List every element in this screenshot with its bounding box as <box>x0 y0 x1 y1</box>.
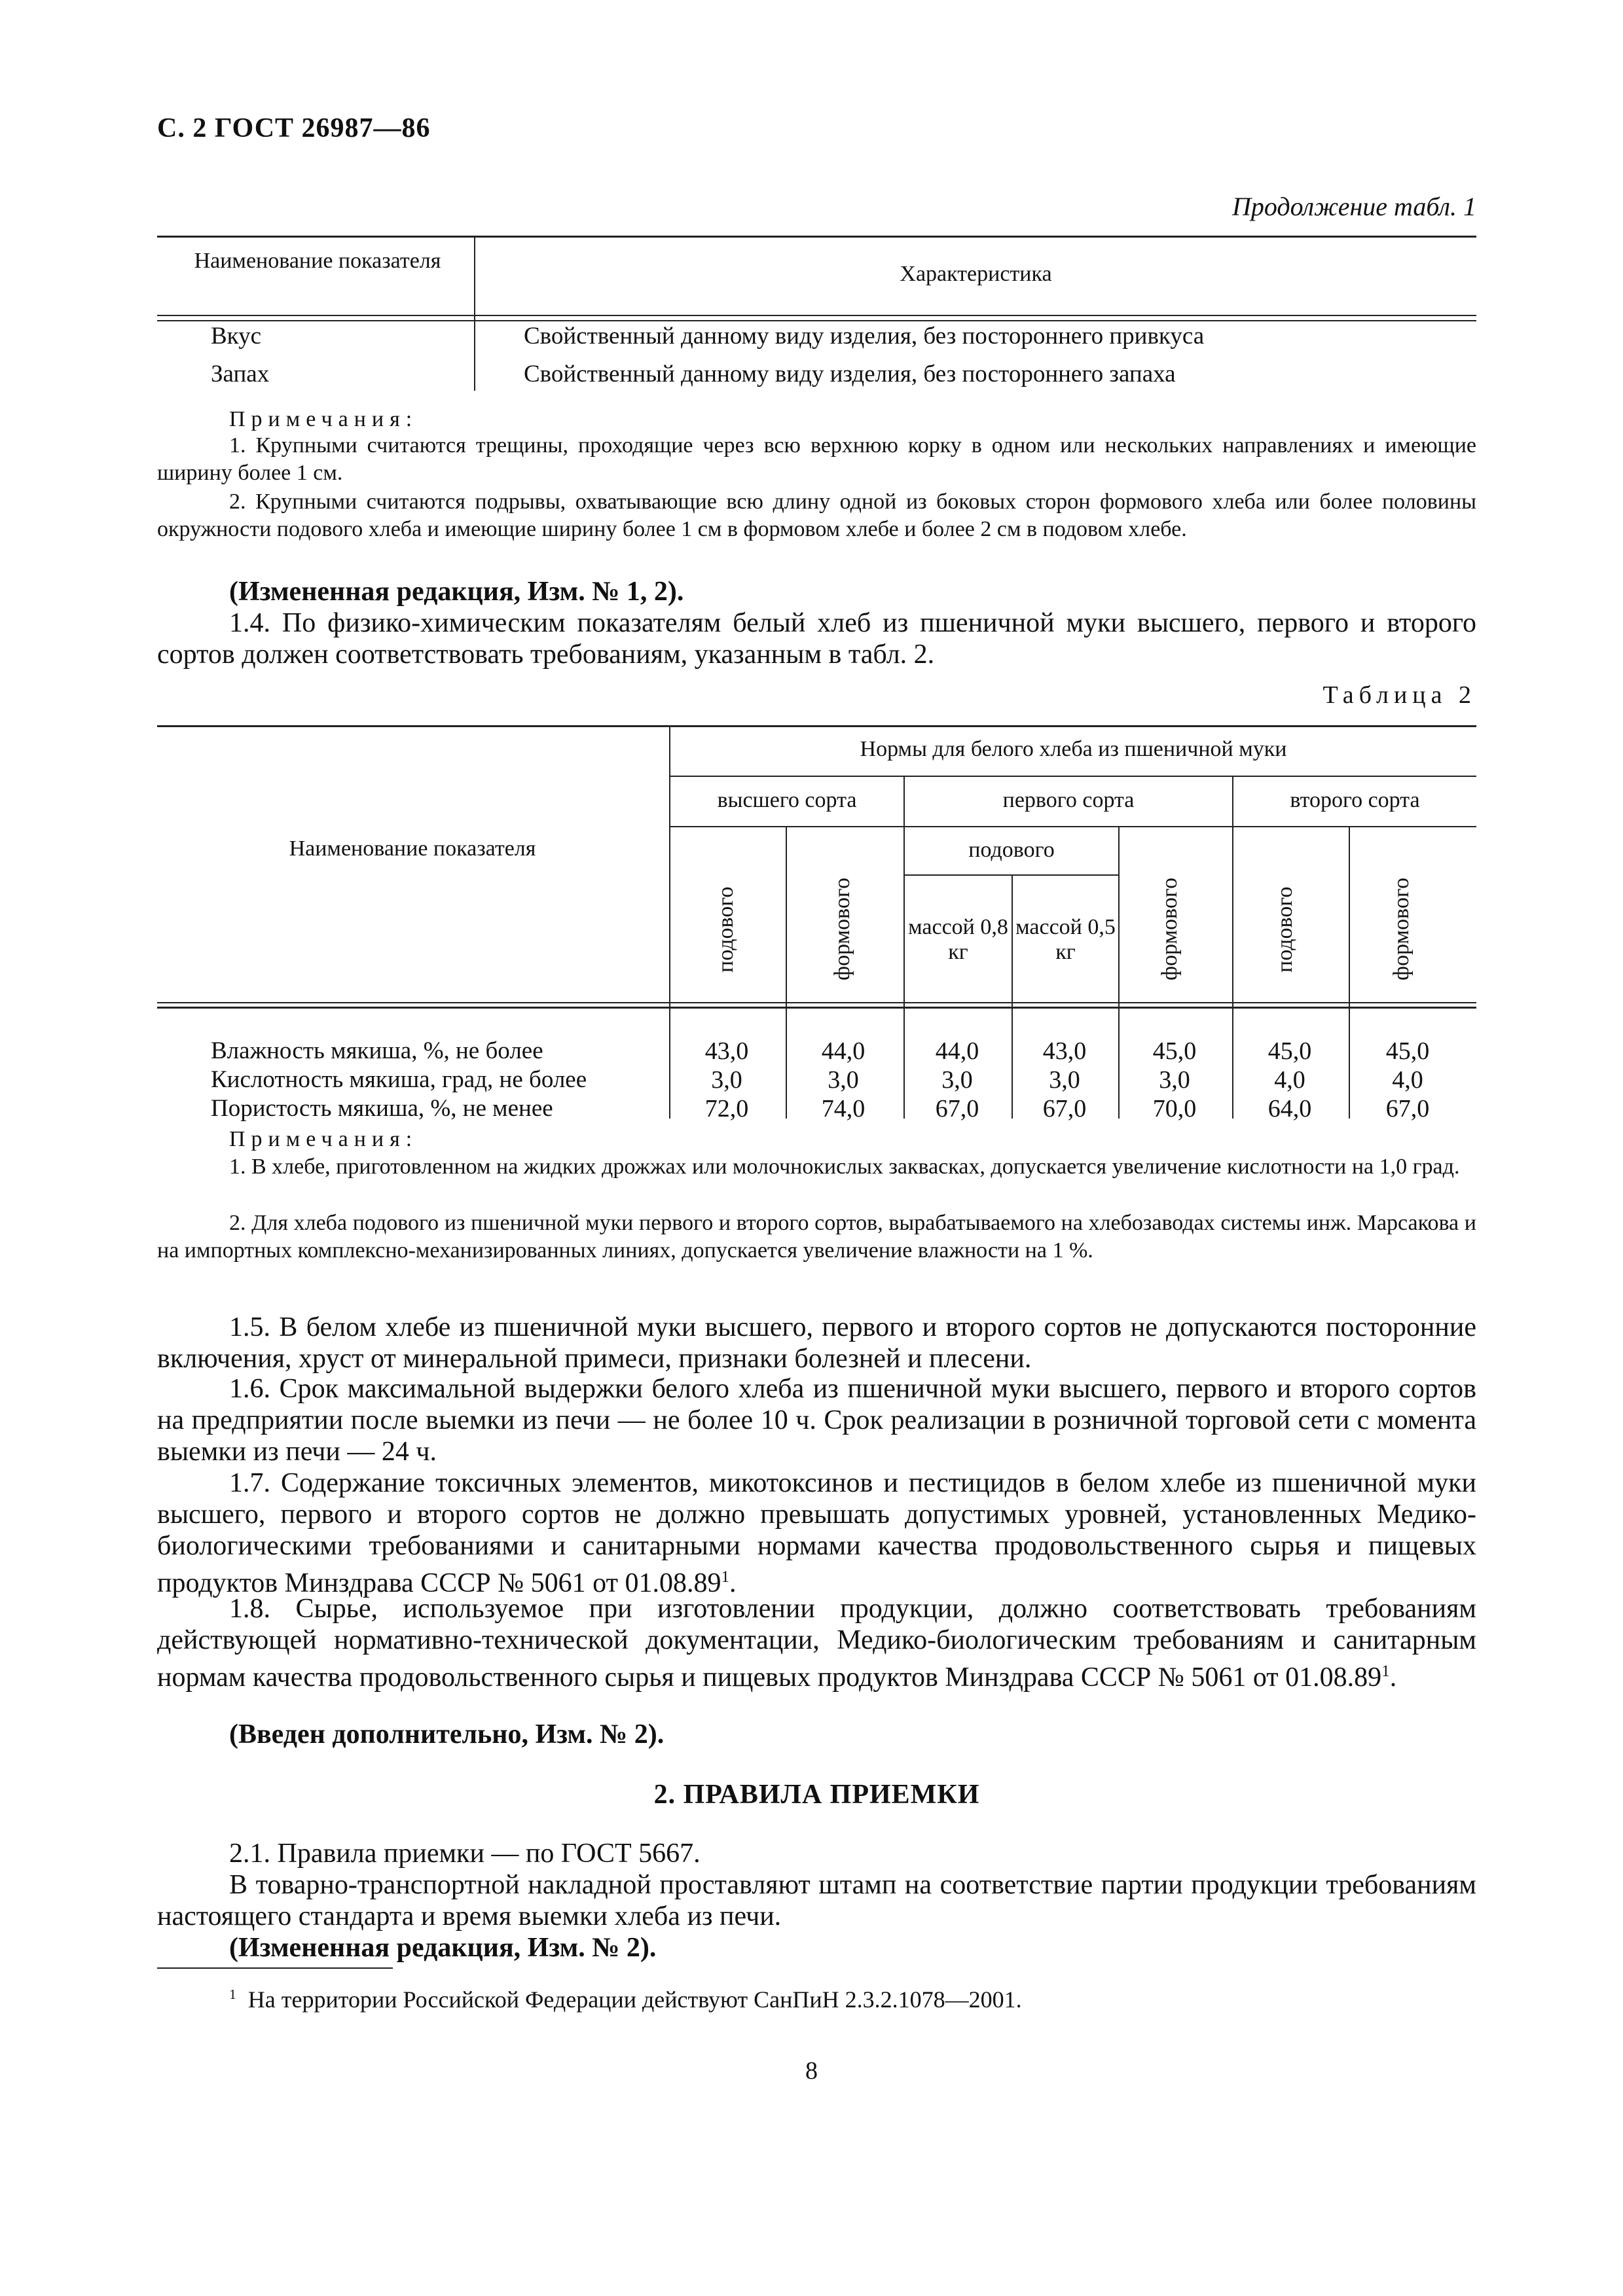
table2-cell: 67,0 <box>935 1095 979 1122</box>
note-item: 1. В хлебе, приготовленном на жидких дрожжах или молочнокислых заквасках, допускается увеличение кислотности на 1,0 град. <box>229 1155 1460 1179</box>
table2-caption: Таблица 2 <box>1322 681 1476 709</box>
table2-cell: 43,0 <box>704 1037 749 1065</box>
note-item: 2. Крупными считаются подрывы, охватывающие всю длину одной из боковых сторон формового хлеба или более половины окружности подового хлеба и имеющие ширину более 1 см в формовом хлебе и более 2 см в подовом хлебе. <box>157 490 1476 541</box>
note-item: 1. Крупными считаются трещины, проходящие через всю верхнюю корку в одном или нескольких направлениях и имеющие ширину более 1 см. <box>157 433 1476 485</box>
col-formovogo: формового <box>1158 878 1182 981</box>
table2-cell: 72,0 <box>704 1095 749 1122</box>
col-formovogo: формового <box>1389 878 1413 981</box>
table1-row-value: Свойственный данному виду изделия, без постороннего привкуса <box>524 323 1205 350</box>
paragraph-1-8: 1.8. Сырье, используемое при изготовлении продукции, должно соответствовать требованиям действующей нормативно-технической документации, Медико-биологическим требованиям и санитарным нормам качества продовольственного сырья и пищевых продуктов Минздрава СССР № 5061 от 01.08.89$^1$. <box>157 1594 1476 1693</box>
table2-cell: 44,0 <box>935 1037 979 1065</box>
table2-cell: 45,0 <box>1152 1037 1197 1065</box>
col-formovogo: формового <box>830 878 854 981</box>
grade-header-second: второго сорта <box>1290 788 1420 812</box>
footnote-ref: 1 <box>721 1568 730 1586</box>
table2-cell: 3,0 <box>828 1066 859 1094</box>
amendment-note: (Введен дополнительно, Изм. № 2). <box>229 1719 665 1749</box>
table1-header-name: Наименование показателя <box>194 249 441 273</box>
col-podovogo: подового <box>714 886 738 973</box>
table1-header-characteristic: Характеристика <box>900 262 1052 286</box>
footnote: $^1$ На территории Российской Федерации действуют СанПиН 2.3.2.1078—2001. <box>229 1986 1022 2013</box>
amendment-note: (Измененная редакция, Изм. № 1, 2). <box>229 577 684 607</box>
table-continuation-label: Продолжение табл. 1 <box>1231 192 1476 221</box>
table2-cell: 3,0 <box>711 1066 742 1094</box>
section-title: 2. ПРАВИЛА ПРИЕМКИ <box>653 1780 980 1810</box>
table2-row-name: Влажность мякиша, %, не более <box>211 1037 543 1064</box>
paragraph-2-1: 2.1. Правила приемки — по ГОСТ 5667. <box>229 1839 701 1869</box>
table2-norms-header: Нормы для белого хлеба из пшеничной муки <box>860 737 1287 761</box>
table2-cell: 70,0 <box>1152 1095 1197 1122</box>
table2-row-name: Пористость мякиша, %, не менее <box>211 1095 553 1122</box>
paragraph-1-7: 1.7. Содержание токсичных элементов, микотоксинов и пестицидов в белом хлебе из пшеничной муки высшего, первого и второго сортов не должно превышать допустимых уровней, установленных Медико-биологическими требованиями и санитарными нормами качества продовольственного сырья и пищевых продуктов Минздрава СССР № 5061 от 01.08.89$^1$. <box>157 1468 1476 1598</box>
paragraph-1-4: 1.4. По физико-химическим показателям белый хлеб из пшеничной муки высшего, первого и второго сортов должен соответствовать требованиям, указанным в табл. 2. <box>157 608 1476 670</box>
page-header: С. 2 ГОСТ 26987—86 <box>157 113 431 143</box>
amendment-note: (Измененная редакция, Изм. № 2). <box>229 1933 657 1963</box>
table2-cell: 3,0 <box>1159 1066 1190 1094</box>
paragraph-2-1-text: В товарно-транспортной накладной проставляют штамп на соответствие партии продукции требованиям настоящего стандарта и время выемки хлеба из печи. <box>157 1870 1476 1931</box>
table1-row-value: Свойственный данному виду изделия, без постороннего запаха <box>524 361 1176 387</box>
table2-cell: 4,0 <box>1274 1066 1305 1094</box>
paragraph-1-6: 1.6. Срок максимальной выдержки белого хлеба из пшеничной муки высшего, первого и второго сортов на предприятии после выемки из печи — не более 10 ч. Срок реализации в розничной торговой сети с момента выемки из печи — 24 ч. <box>157 1374 1476 1467</box>
table1-row-name: Вкус <box>211 323 262 350</box>
paragraph-1-5: 1.5. В белом хлебе из пшеничной муки высшего, первого и второго сортов не допускаются посторонние включения, хруст от минеральной примеси, признаки болезней и плесени. <box>157 1312 1476 1374</box>
grade-header-first: первого сорта <box>1002 788 1135 812</box>
table2-cell: 45,0 <box>1267 1037 1312 1065</box>
footnote-ref: 1 <box>1381 1662 1390 1680</box>
col-mass-08: массой 0,8 кг <box>908 915 1008 964</box>
note-item: 2. Для хлеба подового из пшеничной муки первого и второго сортов, вырабатываемого на хлебозаводах системы инж. Марсакова и на импортных комплексно-механизированных линиях, допускается увеличение влажности на 1 %. <box>157 1211 1476 1263</box>
table2-cell: 67,0 <box>1042 1095 1087 1122</box>
col-podovogo: подового <box>1273 886 1297 973</box>
table2-cell: 3,0 <box>1049 1066 1080 1094</box>
footnote-divider <box>157 1967 393 1969</box>
table2-cell: 67,0 <box>1385 1095 1430 1122</box>
table2-cell: 44,0 <box>821 1037 866 1065</box>
table2-cell: 3,0 <box>941 1066 973 1094</box>
table2-header-name: Наименование показателя <box>289 836 536 861</box>
grade-header-premium: высшего сорта <box>717 788 857 812</box>
table2-cell: 74,0 <box>821 1095 866 1122</box>
table2-cell: 4,0 <box>1392 1066 1423 1094</box>
page-number: 8 <box>805 2057 818 2085</box>
notes-heading: Примечания: <box>229 1127 418 1151</box>
table2-cell: 43,0 <box>1042 1037 1087 1065</box>
table2-cell: 45,0 <box>1385 1037 1430 1065</box>
table2-cell: 64,0 <box>1267 1095 1312 1122</box>
table1-row-name: Запах <box>211 361 270 387</box>
table2-row-name: Кислотность мякиша, град, не более <box>211 1066 587 1093</box>
subheader-podovogo: подового <box>968 838 1055 862</box>
col-mass-05: массой 0,5 кг <box>1015 915 1116 964</box>
notes-heading: Примечания: <box>229 407 418 431</box>
